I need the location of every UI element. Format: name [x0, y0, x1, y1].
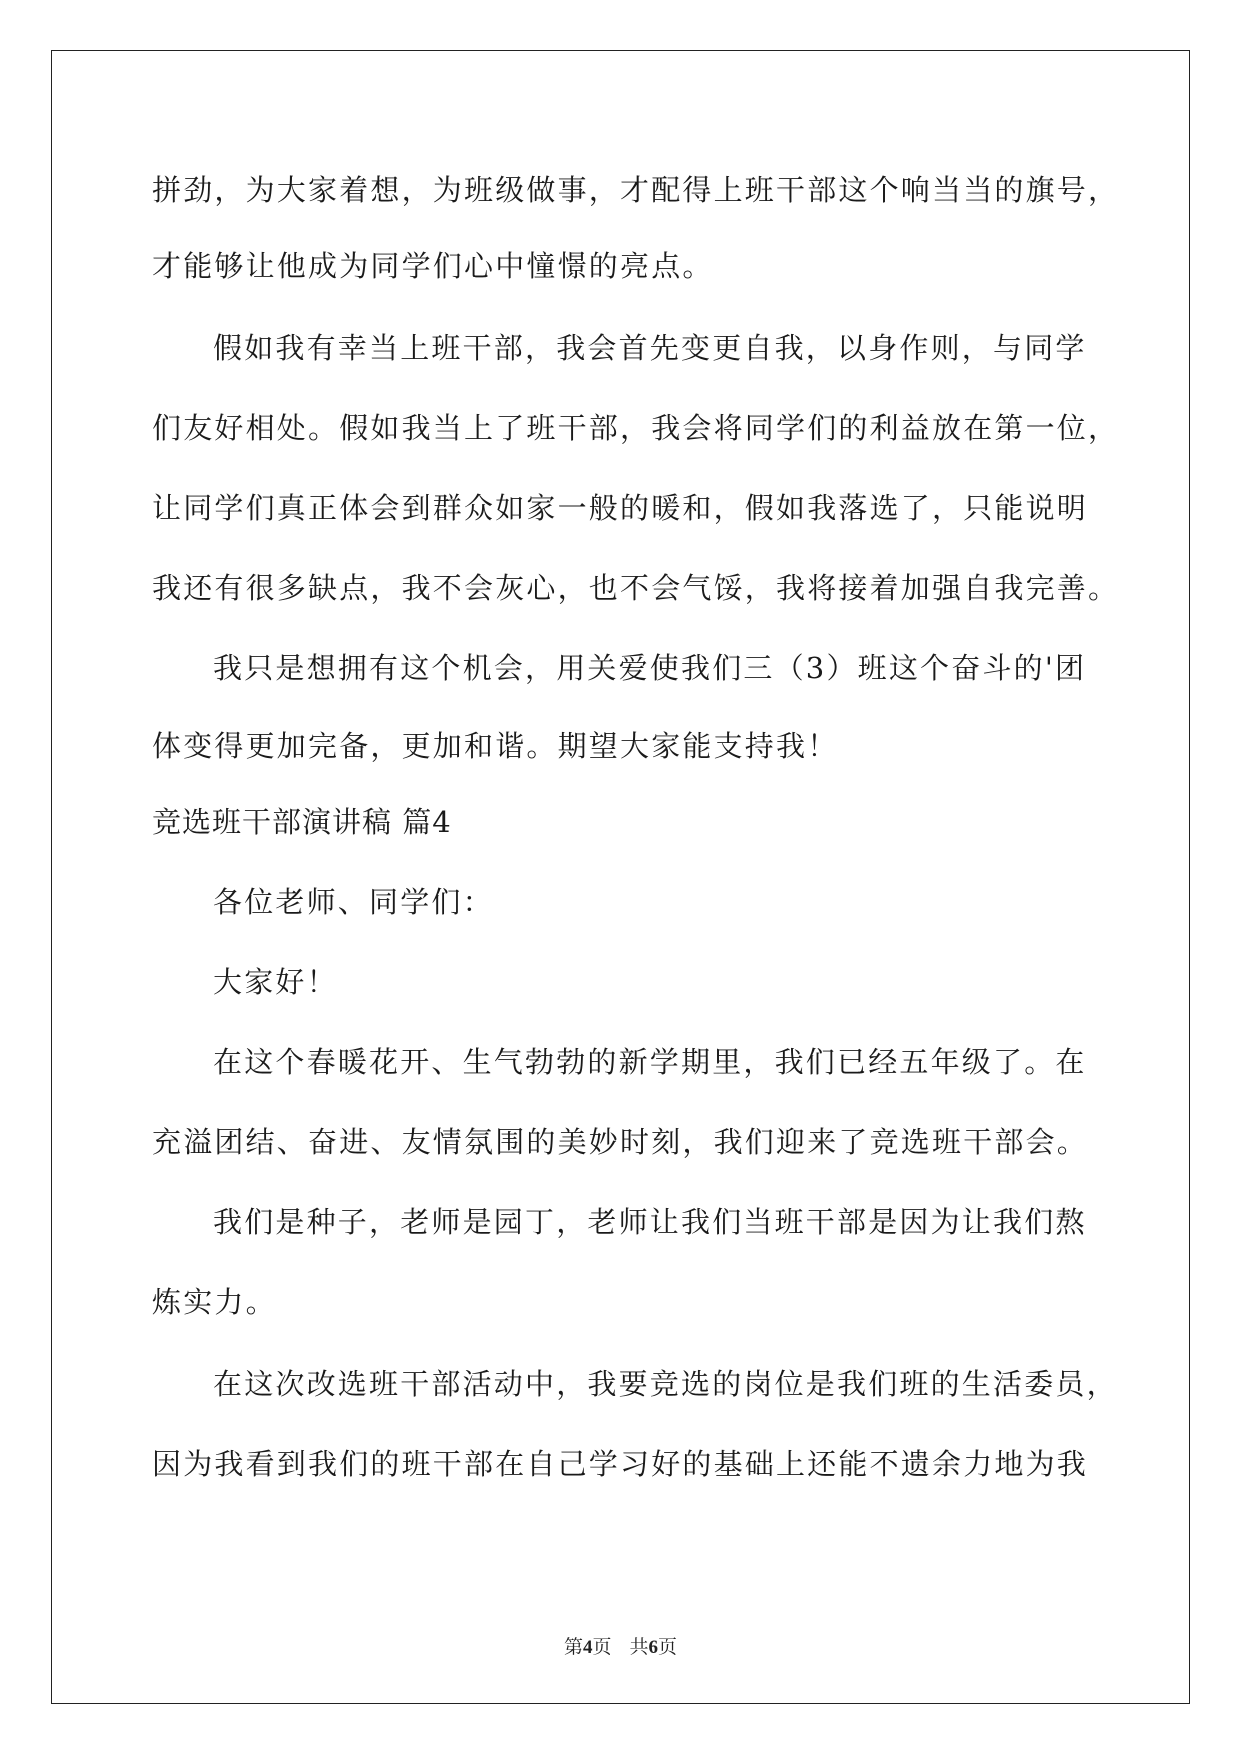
page-number-label: 第4页: [563, 1637, 612, 1658]
paragraph-line: 我们是种子，老师是园丁，老师让我们当班干部是因为让我们熬: [213, 1205, 1087, 1239]
paragraph-line: 假如我有幸当上班干部，我会首先变更自我，以身作则，与同学: [213, 331, 1087, 365]
page-footer: [0, 1632, 1241, 1659]
total-pages-label: 共6页: [629, 1637, 678, 1658]
section-heading: 竞选班干部演讲稿 篇4: [152, 805, 452, 839]
paragraph-line: 充溢团结、奋进、友情氛围的美妙时刻，我们迎来了竞选班干部会。: [152, 1125, 1089, 1159]
paragraph-line: 拼劲，为大家着想，为班级做事，才配得上班干部这个响当当的旗号，: [152, 173, 1120, 207]
paragraph-line: 在这次改选班干部活动中，我要竞选的岗位是我们班的生活委员，: [213, 1367, 1118, 1401]
paragraph-line: 在这个春暖花开、生气勃勃的新学期里，我们已经五年级了。在: [213, 1045, 1087, 1079]
paragraph-line: 各位老师、同学们：: [213, 885, 494, 919]
paragraph-line: 因为我看到我们的班干部在自己学习好的基础上还能不遗余力地为我: [152, 1447, 1089, 1481]
paragraph-line: 让同学们真正体会到群众如家一般的暖和，假如我落选了，只能说明: [152, 491, 1089, 525]
paragraph-line: 我还有很多缺点，我不会灰心，也不会气馁，我将接着加强自我完善。: [152, 571, 1120, 605]
paragraph-line: 大家好！: [213, 965, 338, 999]
paragraph-line: 我只是想拥有这个机会，用关爱使我们三（3）班这个奋斗的'团: [213, 651, 1087, 685]
paragraph-line: 炼实力。: [152, 1285, 277, 1319]
paragraph-line: 体变得更加完备，更加和谐。期望大家能支持我！: [152, 729, 839, 763]
paragraph-line: 们友好相处。假如我当上了班干部，我会将同学们的利益放在第一位，: [152, 411, 1120, 445]
paragraph-line: 才能够让他成为同学们心中憧憬的亮点。: [152, 249, 714, 283]
